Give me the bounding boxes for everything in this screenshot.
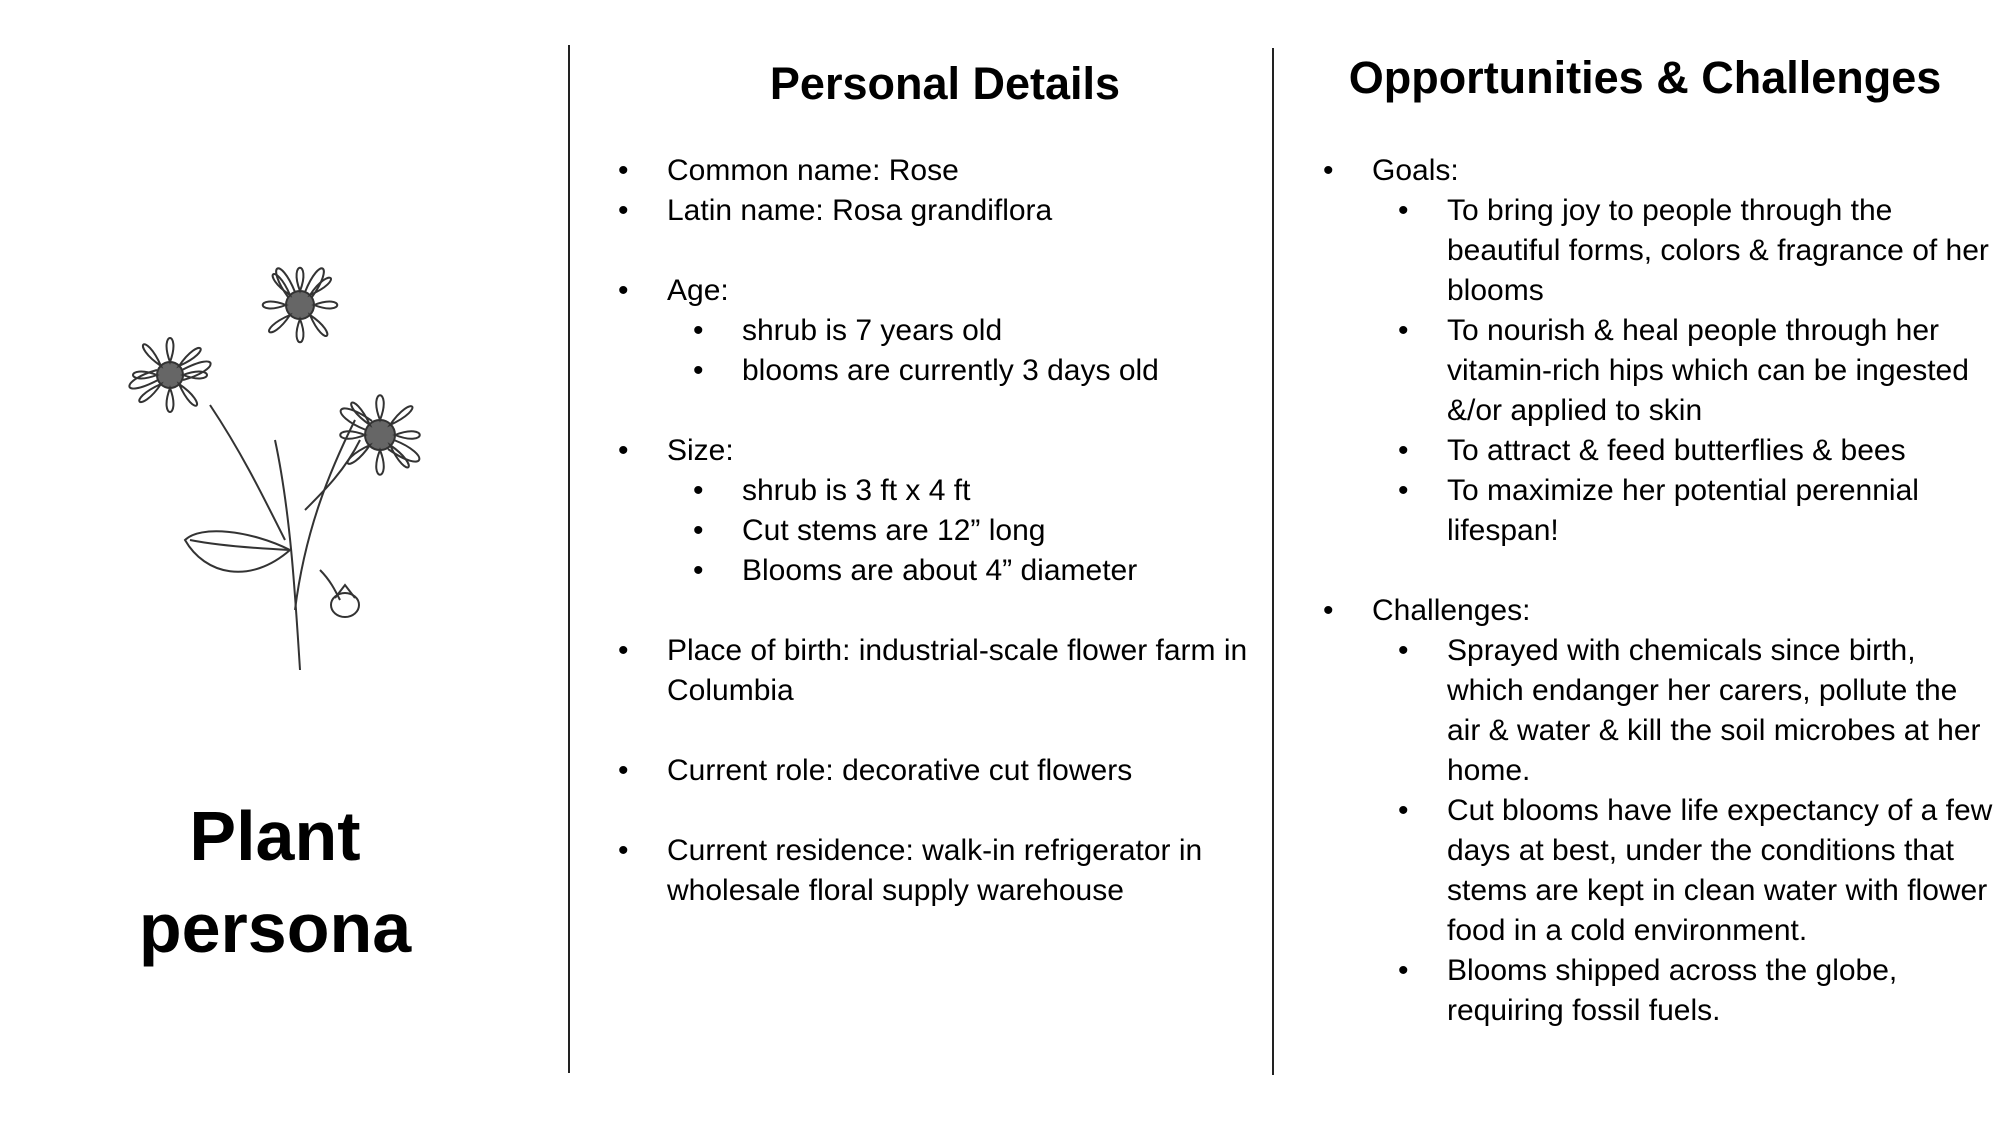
sub-list-item: • Cut blooms have life expectancy of a few days at best, under the conditions that stems are kept in clean water with flower food in a cold environment. <box>1398 791 1993 951</box>
opportunities-list <box>1323 151 1993 1031</box>
sub-list-item: • Blooms shipped across the globe, requiring fossil fuels. <box>1398 951 1993 1031</box>
stem <box>275 440 300 670</box>
sub-list-item: • To maximize her potential perennial lifespan! <box>1398 471 1993 551</box>
flower-illustration <box>90 210 490 690</box>
list-item: • Challenges: <box>1323 591 1993 631</box>
list-item: • Common name: Rose <box>618 151 1258 191</box>
leaf <box>185 531 290 572</box>
flower-top <box>263 268 338 343</box>
persona-title-line2: persona <box>138 889 412 967</box>
persona-title <box>90 790 460 974</box>
sub-list-item: • shrub is 7 years old <box>693 311 1258 351</box>
list-item: • Latin name: Rosa grandiflora <box>618 191 1258 231</box>
list-item: • Goals: <box>1323 151 1993 191</box>
personal-details-heading: Personal Details <box>769 58 1121 109</box>
stem <box>210 405 285 540</box>
stem <box>295 420 355 610</box>
sub-list-item: • Blooms are about 4” diameter <box>693 551 1258 591</box>
list-item: • Current residence: walk-in refrigerator in wholesale floral supply warehouse <box>618 831 1258 911</box>
column-divider <box>568 45 570 1073</box>
sub-list-item: • shrub is 3 ft x 4 ft <box>693 471 1258 511</box>
persona-title-line1: Plant <box>189 797 361 875</box>
flower-left <box>129 338 210 412</box>
sub-list-item: • To attract & feed butterflies & bees <box>1398 431 1993 471</box>
sub-list-item: • Sprayed with chemicals since birth, which endanger her carers, pollute the air & water & kill the soil microbes at her home. <box>1398 631 1993 791</box>
list-item: • Current role: decorative cut flowers <box>618 751 1258 791</box>
personal-details-list <box>618 151 1258 911</box>
sub-list-item: • To bring joy to people through the beautiful forms, colors & fragrance of her blooms <box>1398 191 1993 311</box>
column-divider <box>1272 48 1274 1075</box>
opportunities-heading: Opportunities & Challenges <box>1348 52 1942 103</box>
list-item: • Place of birth: industrial-scale flower farm in Columbia <box>618 631 1258 711</box>
flower-right <box>340 395 420 475</box>
list-item: • Age: <box>618 271 1258 311</box>
sub-list-item: • To nourish & heal people through her vitamin-rich hips which can be ingested &/or applied to skin <box>1398 311 1993 431</box>
sub-list-item: • blooms are currently 3 days old <box>693 351 1258 391</box>
list-item: • Size: <box>618 431 1258 471</box>
sub-list-item: • Cut stems are 12” long <box>693 511 1258 551</box>
